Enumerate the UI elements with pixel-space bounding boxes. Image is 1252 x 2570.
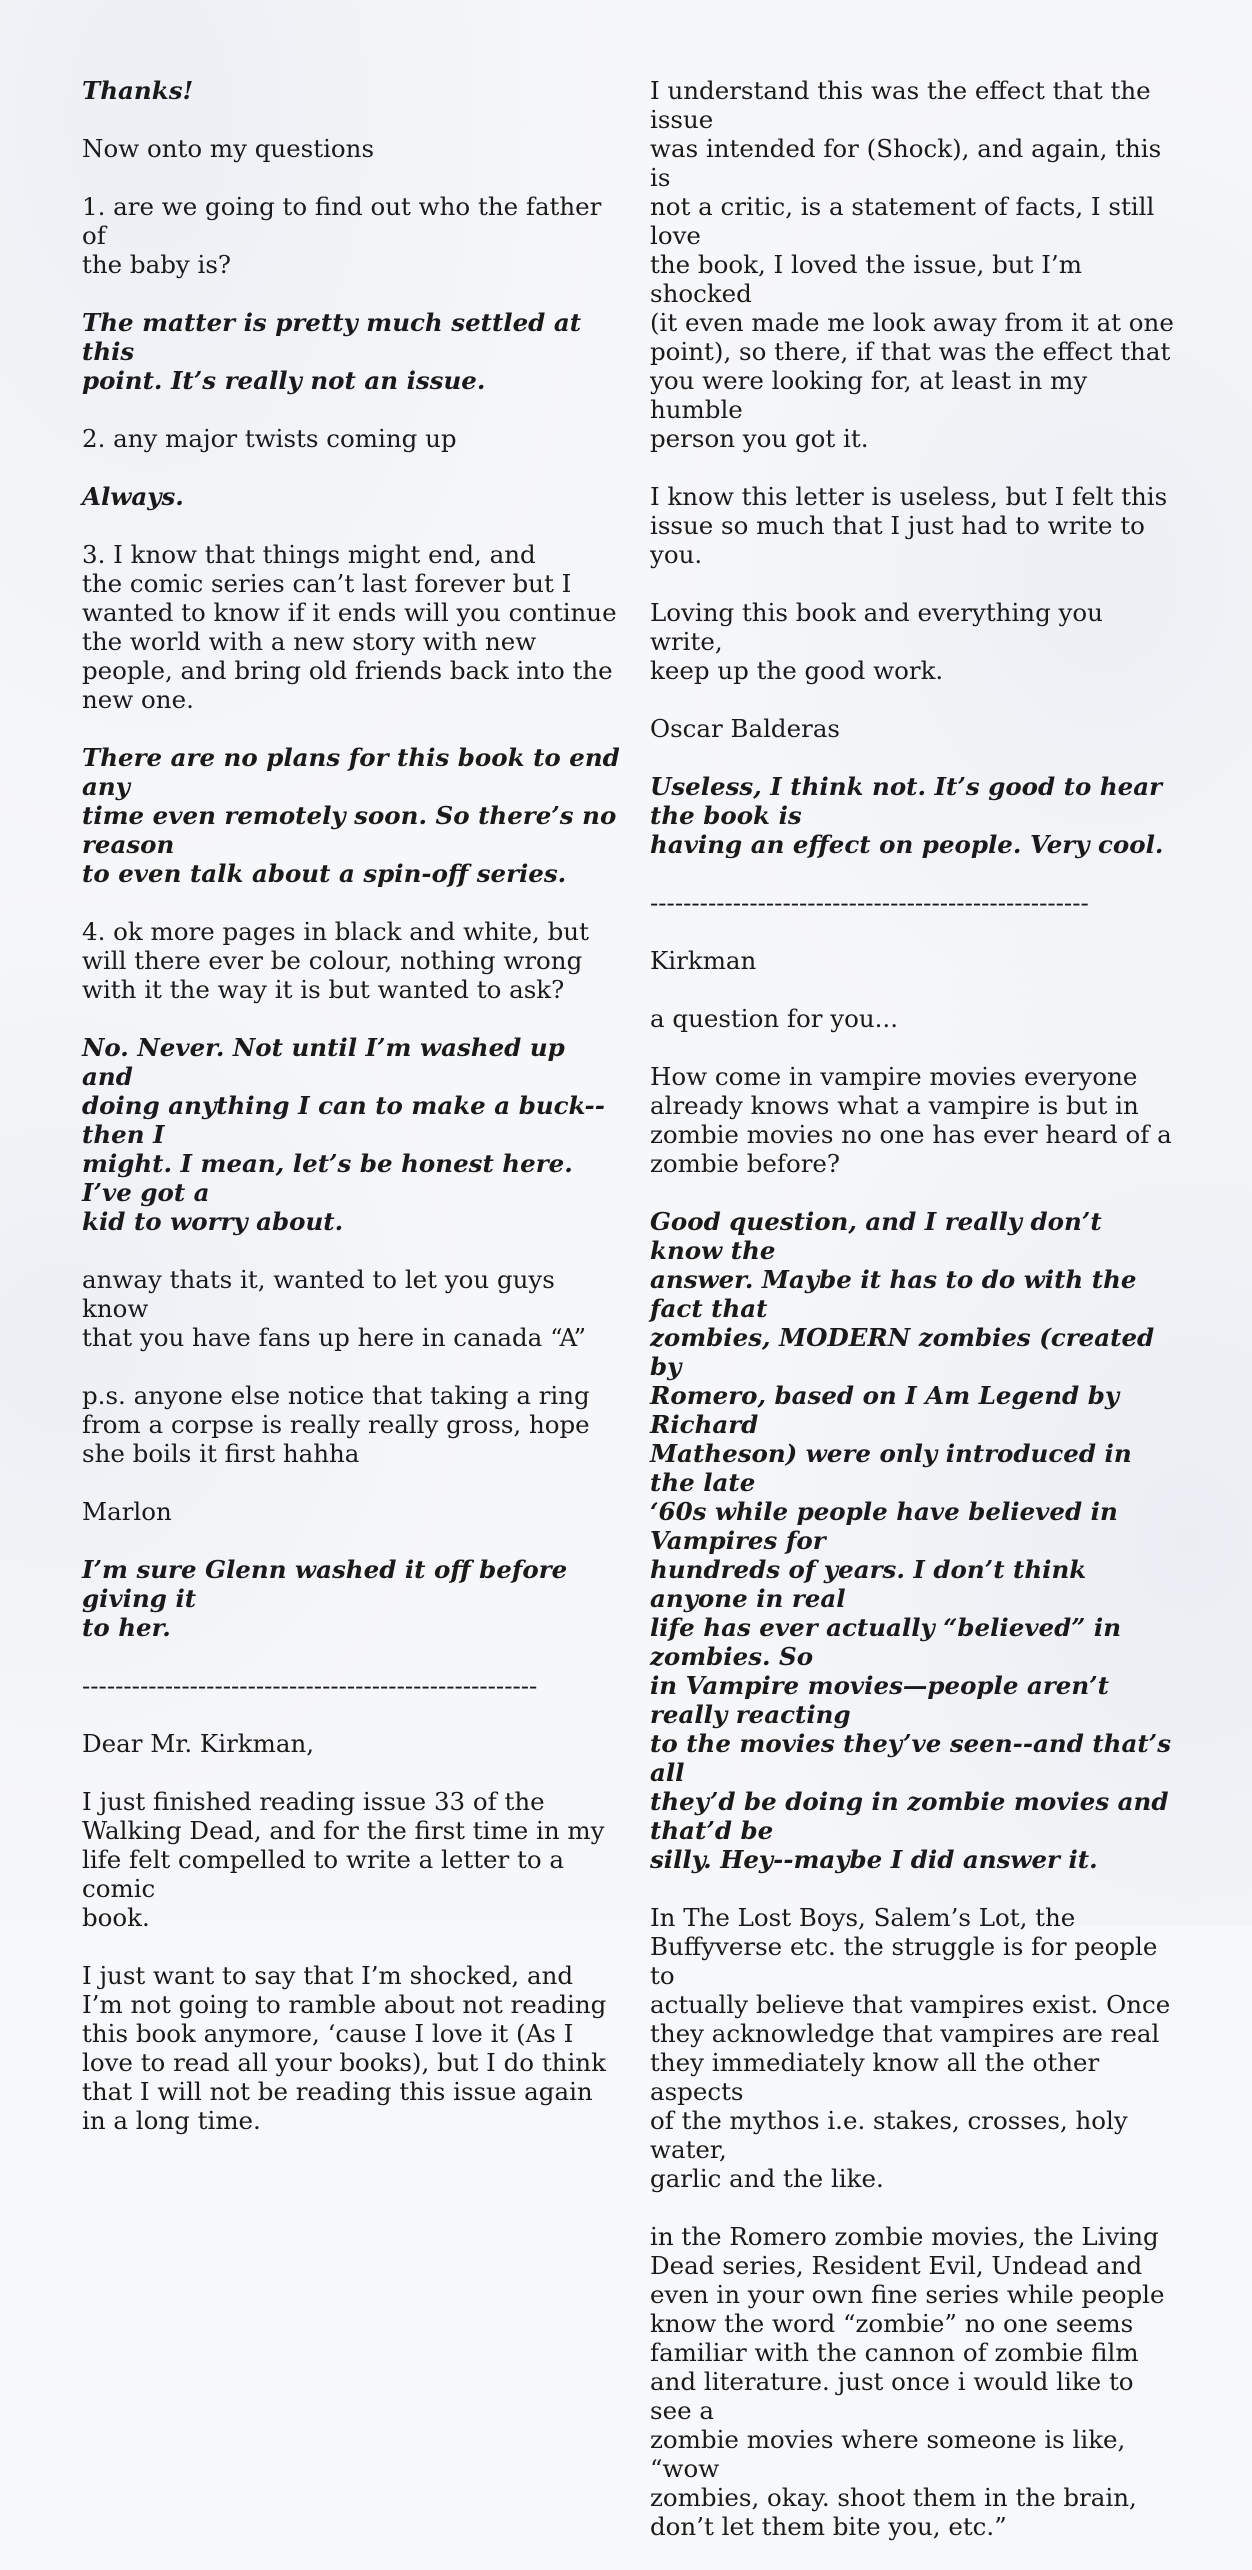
editor-reply: There are no plans for this book to end any time even remotely soon. So there’s no reason to even talk about a spin-off series. (82, 743, 620, 888)
letter-paragraph: 4. ok more pages in black and white, but will there ever be colour, nothing wrong with it the way it is but wanted to ask? (82, 917, 589, 1004)
letter-paragraph: How come in vampire movies everyone already knows what a vampire is but in zombie movies no one has ever heard of a zombie before? (650, 1062, 1172, 1178)
letter-paragraph: Loving this book and everything you write, keep up the good work. (650, 598, 1103, 685)
letter-paragraph: 3. I know that things might end, and the comic series can’t last forever but I wanted to know if it ends will you continue the world with a new story with new people, and bring old friends back into the new one. (82, 540, 617, 714)
letter-paragraph: Dear Mr. Kirkman, (82, 1729, 315, 1758)
left-column (82, 76, 622, 2164)
letter-paragraph: I just finished reading issue 33 of the Walking Dead, and for the first time in my life felt compelled to write a letter to a comic book. (82, 1787, 605, 1932)
section-divider: ------------------------------------------------------- (82, 1671, 538, 1700)
right-column (650, 76, 1180, 2570)
editor-reply: Good question, and I really don’t know the answer. Maybe it has to do with the fact that zombies, MODERN zombies (created by Romero, based on I Am Legend by Richard Matheson) were only introduced in the late ‘60s while people have believed in Vampires for hundreds of years. I don’t think anyone in real life has ever actually “believed” in zombies. So in Vampire movies—people aren’t really reacting to the movies they’ve seen--and that’s all they’d be doing in zombie movies and that’d be silly. Hey--maybe I did answer it. (650, 1207, 1171, 1874)
letter-paragraph: Now onto my questions (82, 134, 375, 163)
letter-paragraph: Kirkman (650, 946, 757, 975)
letter-paragraph: Marlon (82, 1497, 172, 1526)
letter-paragraph: 1. are we going to find out who the father of the baby is? (82, 192, 602, 279)
letter-paragraph: a question for you... (650, 1004, 898, 1033)
editor-reply: No. Never. Not until I’m washed up and doing anything I can to make a buck--then I might. I mean, let’s be honest here. I’ve got a kid to worry about. (82, 1033, 605, 1236)
editor-reply: I’m sure Glenn washed it off before giving it to her. (82, 1555, 568, 1642)
letter-paragraph: I understand this was the effect that the issue was intended for (Shock), and again, this is not a critic, is a statement of facts, I still love the book, I loved the issue, but I’m shocked (it even made me look away from it at one point), so there, if that was the effect that you were looking for, at least in my humble person you got it. (650, 76, 1174, 453)
letter-paragraph: I just want to say that I’m shocked, and I’m not going to ramble about not reading this book anymore, ‘cause I love it (As I love to read all your books), but I do think that I will not be reading this issue again in a long time. (82, 1961, 607, 2135)
editor-reply: The matter is pretty much settled at this point. It’s really not an issue. (82, 308, 582, 395)
letter-paragraph: p.s. anyone else notice that taking a ring from a corpse is really really gross, hope she boils it first hahha (82, 1381, 590, 1468)
editor-reply: Thanks! (82, 76, 194, 105)
editor-reply: Useless, I think not. It’s good to hear the book is having an effect on people. Very cool. (650, 772, 1164, 859)
letter-paragraph: in the Romero zombie movies, the Living Dead series, Resident Evil, Undead and even in your own fine series while people know the word “zombie” no one seems familiar with the cannon of zombie film and literature. just once i would like to see a zombie movies where someone is like, “wow zombies, okay. shoot them in the brain, don’t let them bite you, etc.” (650, 2222, 1165, 2541)
letter-paragraph: 2. any major twists coming up (82, 424, 457, 453)
letter-paragraph: In The Lost Boys, Salem’s Lot, the Buffyverse etc. the struggle is for people to actually believe that vampires exist. Once they acknowledge that vampires are real they immediately know all the other aspects of the mythos i.e. stakes, crosses, holy water, garlic and the like. (650, 1903, 1171, 2193)
section-divider: ----------------------------------------------------- (650, 888, 1089, 917)
letter-paragraph: anway thats it, wanted to let you guys know that you have fans up here in canada “A” (82, 1265, 587, 1352)
letter-paragraph: Oscar Balderas (650, 714, 841, 743)
editor-reply: Always. (82, 482, 184, 511)
letter-paragraph: I know this letter is useless, but I felt this issue so much that I just had to write to you. (650, 482, 1168, 569)
